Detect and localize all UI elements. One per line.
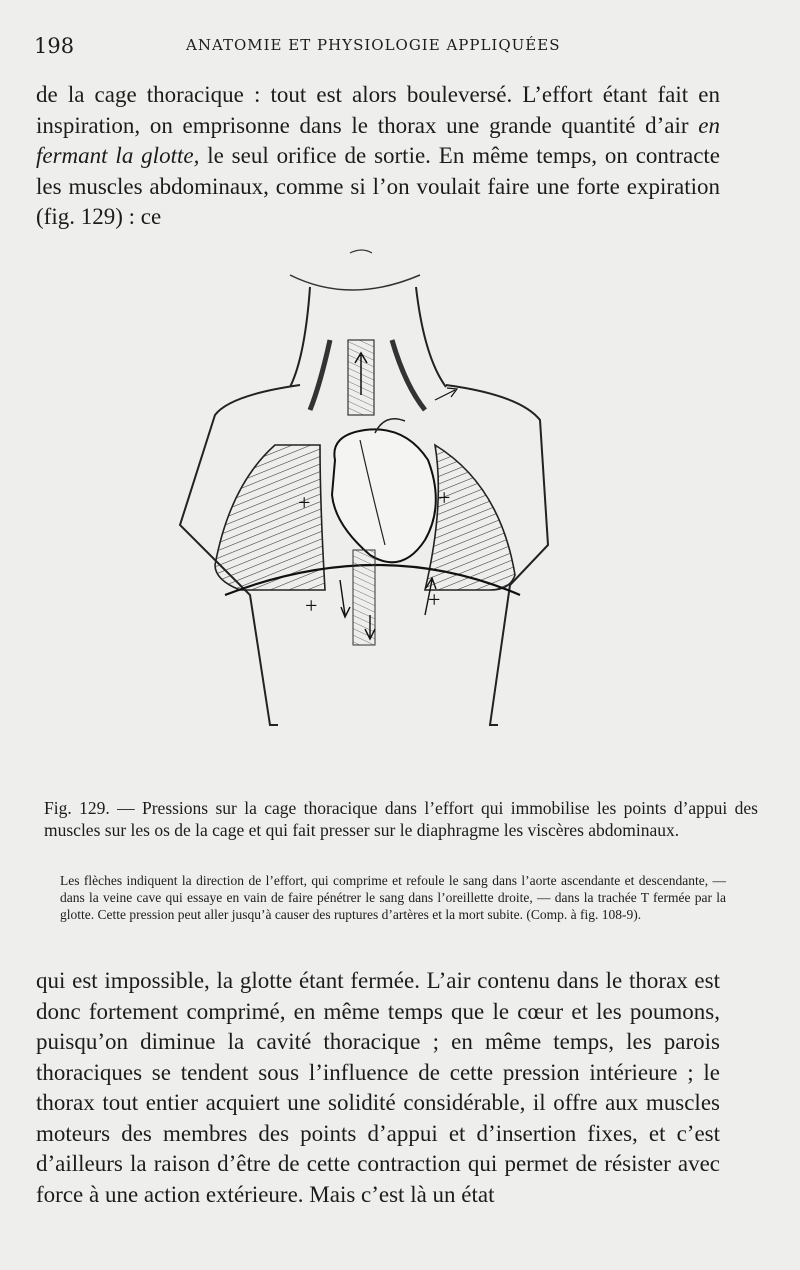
trachea	[348, 340, 374, 415]
plus-left: +	[298, 490, 311, 515]
heart	[332, 419, 436, 563]
page-number: 198	[34, 34, 75, 58]
plus-lower-right: +	[428, 587, 441, 612]
body-text-italic: en fermant la glotte,	[36, 112, 720, 168]
plus-right: +	[438, 485, 451, 510]
thorax-illustration	[170, 245, 590, 795]
aorta-descending	[353, 550, 375, 645]
figure-note: Les flèches indiquent la direction de l’effort, qui comprime et refoule le sang dans l’aorte ascendante et descendante, — dans la veine cave qui essaye en vain de faire pénétrer le sang dans l’oreillette droite, — dans la trachée T fermée par la glotte. Cette pression peut aller jusqu’à causer des ruptures d’artères et la mort subite. (Comp. à fig. 108-9).	[60, 873, 726, 922]
chin-outline	[290, 250, 420, 290]
figure-label: Fig. 129.	[44, 798, 110, 818]
figure-caption	[44, 797, 758, 841]
left-lung	[215, 445, 325, 590]
plus-lower-left: +	[305, 593, 318, 618]
caption-text: — Pressions sur la cage thoracique dans l’effort qui immobilise les points d’appui des muscles sur les os de la cage et qui fait presser sur le diaphragme les viscères abdominaux.	[44, 798, 758, 840]
body-paragraph-bottom: qui est impossible, la glotte étant fermée. L’air contenu dans le thorax est donc fortement comprimé, en même temps que le cœur et les poumons, puisqu’on diminue la cavité thoracique ; en même temps, les parois thoraciques se tendent sous l’influence de cette pression intérieure ; le thorax tout entier acquiert une solidité considérable, il offre aux muscles moteurs des membres des points d’appui et d’insertion fixes, et c’est d’ailleurs la raison d’être de cette contraction qui permet de résister avec force à une action extérieure. Mais c’est là un état	[36, 968, 720, 1207]
page-header	[34, 34, 724, 60]
running-head: ANATOMIE ET PHYSIOLOGIE APPLIQUÉES	[186, 36, 561, 54]
body-paragraph-top	[36, 80, 720, 233]
body-text-before: de la cage thoracique : tout est alors bouleversé. L’effort étant fait en inspiration, on emprisonne dans le thorax une grande quantité d’air	[36, 82, 720, 138]
body-text-after: le seul orifice de sortie. En même temps, on contracte les muscles abdominaux, comme si l’on voulait faire une forte expiration (fig. 129) : ce	[36, 143, 720, 229]
right-lung	[425, 445, 515, 590]
